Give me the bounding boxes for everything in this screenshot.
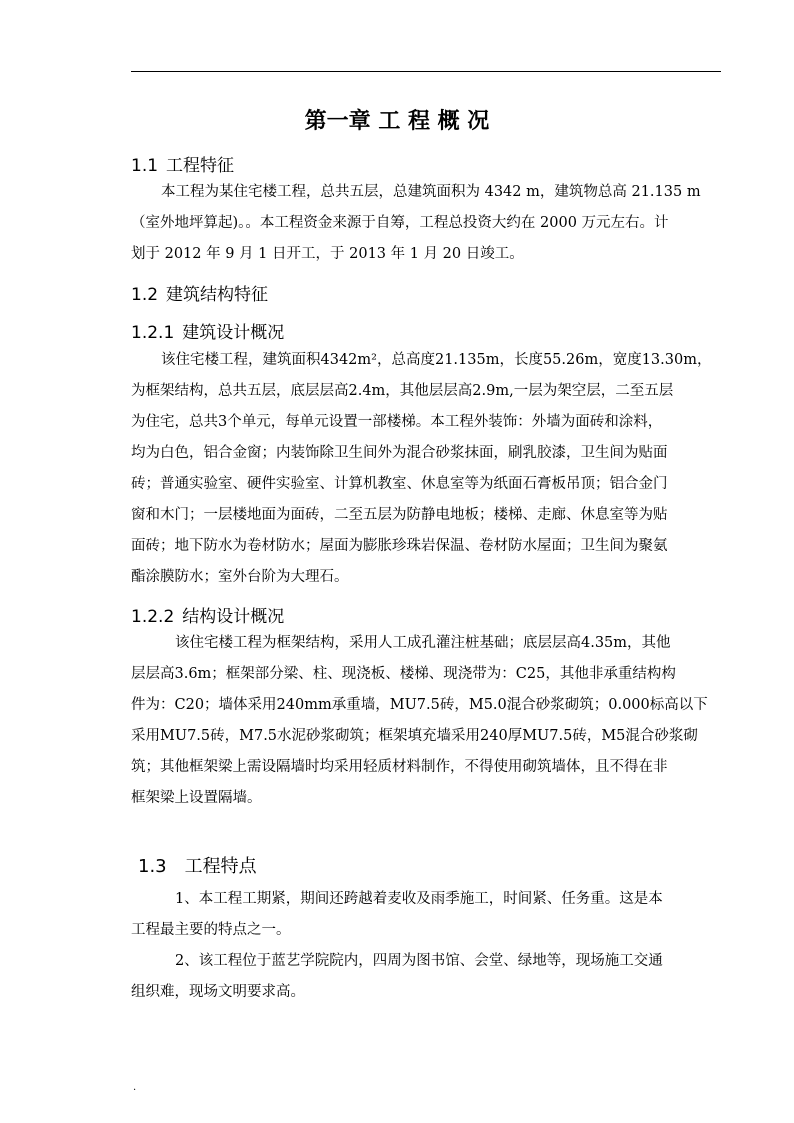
paragraph-line: 本工程为某住宅楼工程，总共五层，总建筑面积为 4342 m，建筑物总高 21.135 m: [161, 184, 701, 200]
section-1-3-heading: [138, 852, 257, 878]
section-1-1-heading: [131, 151, 234, 176]
section-title: 工程特点: [184, 856, 257, 877]
paragraph-line: 件为：C20；墙体采用240mm承重墙，MU7.5砖，M5.0混合砂浆砌筑；0.000标高以下: [131, 697, 708, 713]
paragraph-line: 砖；普通实验室、硬件实验室、计算机教室、休息室等为纸面石膏板吊顶；铝合金门: [131, 476, 668, 492]
section-1-2-heading: [131, 280, 268, 305]
paragraph-line: 为住宅，总共3个单元，每单元设置一部楼梯。本工程外装饰：外墙为面砖和涂料，: [131, 414, 663, 430]
section-1-2-1-paragraph: [131, 345, 721, 593]
paragraph-line: 均为白色，铝合金窗；内装饰除卫生间外为混合砂浆抹面，刷乳胶漆，卫生间为贴面: [131, 445, 668, 461]
paragraph-line: 面砖；地下防水为卷材防水；屋面为膨胀珍珠岩保温、卷材防水屋面；卫生间为聚氨: [131, 538, 668, 554]
section-number: 1.1: [131, 156, 159, 176]
paragraph-line: 工程最主要的特点之一。: [131, 922, 291, 938]
section-1-3-paragraph: [131, 884, 721, 1008]
paragraph-line: （室外地坪算起)。。本工程资金来源于自筹，工程总投资大约在 2000 万元左右。计: [131, 215, 669, 231]
section-title: 工程特征: [166, 156, 235, 176]
section-1-1-paragraph: [131, 177, 721, 270]
paragraph-line: 框架梁上设置隔墙。: [131, 790, 262, 806]
paragraph-line: 采用MU7.5砖，M7.5水泥砂浆砌筑；框架填充墙采用240厚MU7.5砖，M5混合砂浆砌: [131, 728, 698, 744]
section-1-2-1-heading: [131, 318, 284, 343]
paragraph-line: 该住宅楼工程为框架结构，采用人工成孔灌注桩基础；底层层高4.35m，其他: [175, 635, 671, 651]
paragraph-line: 划于 2012 年 9 月 1 日开工，于 2013 年 1 月 20 日竣工。: [131, 246, 524, 262]
header-rule: [131, 71, 721, 72]
paragraph-line: 2、该工程位于蓝艺学院院内，四周为图书馆、会堂、绿地等，现场施工交通: [175, 953, 663, 969]
footer-dot: .: [133, 1082, 137, 1093]
paragraph-line: 酯涂膜防水；室外台阶为大理石。: [131, 569, 349, 585]
paragraph-line: 组织难，现场文明要求高。: [131, 984, 305, 1000]
paragraph-line: 为框架结构，总共五层，底层层高2.4m，其他层层高2.9m,一层为架空层，二至五层: [131, 383, 674, 399]
section-title: 建筑设计概况: [182, 323, 285, 343]
paragraph-line: 层层高3.6m；框架部分梁、柱、现浇板、楼梯、现浇带为：C25，其他非承重结构构: [131, 666, 676, 682]
paragraph-line: 1、本工程工期紧，期间还跨越着麦收及雨季施工，时间紧、任务重。这是本: [175, 891, 663, 907]
paragraph-line: 窗和木门；一层楼地面为面砖，二至五层为防静电地板；楼梯、走廊、休息室等为贴: [131, 507, 668, 523]
paragraph-line: 该住宅楼工程，建筑面积4342m²，总高度21.135m，长度55.26m，宽度13.30m，: [161, 352, 712, 368]
section-number: 1.2: [131, 285, 159, 305]
section-1-2-2-heading: [131, 602, 284, 627]
section-number: 1.2.2: [131, 607, 175, 627]
section-number: 1.2.1: [131, 323, 175, 343]
section-1-2-2-paragraph: [131, 628, 721, 814]
paragraph-line: 筑；其他框架梁上需设隔墙时均采用轻质材料制作，不得使用砌筑墙体，且不得在非: [131, 759, 668, 775]
section-title: 结构设计概况: [182, 607, 285, 627]
section-number: 1.3: [138, 856, 167, 877]
section-title: 建筑结构特征: [166, 285, 269, 305]
chapter-title: 第一章 工 程 概 况: [304, 109, 490, 134]
